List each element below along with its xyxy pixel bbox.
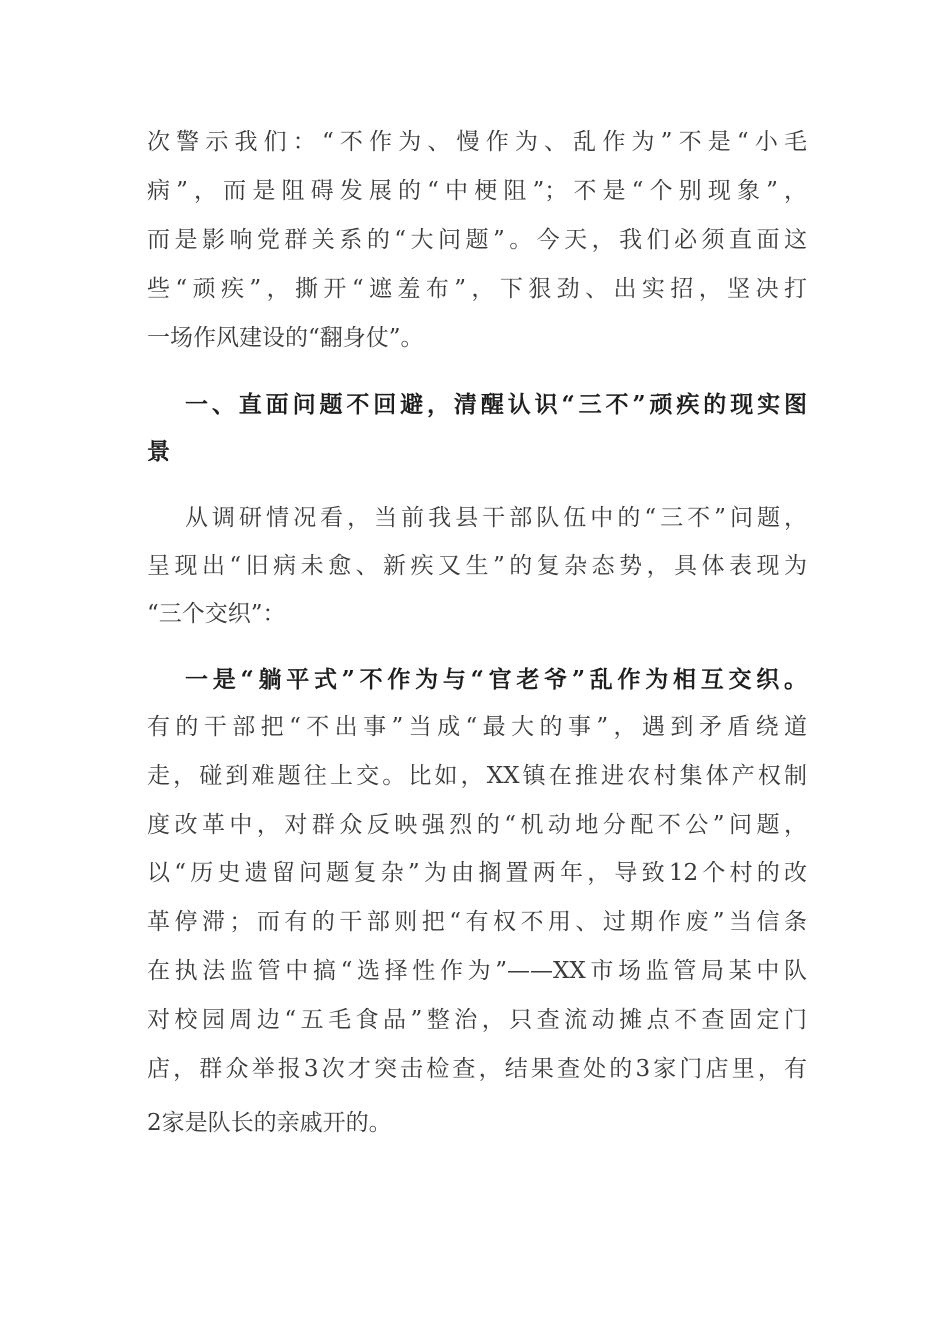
text-line: 在执法监管中搞“选择性作为”——XX市场监管局某中队 [147,958,807,984]
text-line: 呈现出“旧病未愈、新疾又生”的复杂态势，具体表现为 [147,553,807,579]
text-line: 次警示我们：“不作为、慢作为、乱作为”不是“小毛 [147,129,807,155]
heading-line: 景 [147,438,170,465]
text-line: 2家是队长的亲戚开的。 [147,1110,392,1136]
text-line: 一场作风建设的“翻身仗”。 [147,325,424,351]
heading-line: 一、直面问题不回避，清醒认识“三不”顽疾的现实图 [185,391,807,418]
text-line: 病”，而是阻碍发展的“中梗阻”；不是“个别现象”， [147,178,807,204]
text-line: 从调研情况看，当前我县干部队伍中的“三不”问题， [185,505,807,531]
text-line: 以“历史遗留问题复杂”为由搁置两年，导致12个村的改 [147,860,807,886]
text-line: 些“顽疾”，撕开“遮羞布”，下狠劲、出实招，坚决打 [147,276,807,302]
text-line: 店，群众举报3次才突击检查，结果查处的3家门店里，有 [147,1056,807,1082]
text-line: 而是影响党群关系的“大问题”。今天，我们必须直面这 [147,227,807,253]
text-line: “三个交织”： [147,601,286,627]
text-line: 对校园周边“五毛食品”整治，只查流动摊点不查固定门 [147,1007,807,1033]
text-line: 有的干部把“不出事”当成“最大的事”，遇到矛盾绕道 [147,714,807,740]
text-line: 度改革中，对群众反映强烈的“机动地分配不公”问题， [147,812,807,838]
text-line: 走，碰到难题往上交。比如，XX镇在推进农村集体产权制 [147,763,807,789]
point-title: 一是“躺平式”不作为与“官老爷”乱作为相互交织。 [185,666,807,693]
text-line: 革停滞；而有的干部则把“有权不用、过期作废”当信条 [147,909,807,935]
